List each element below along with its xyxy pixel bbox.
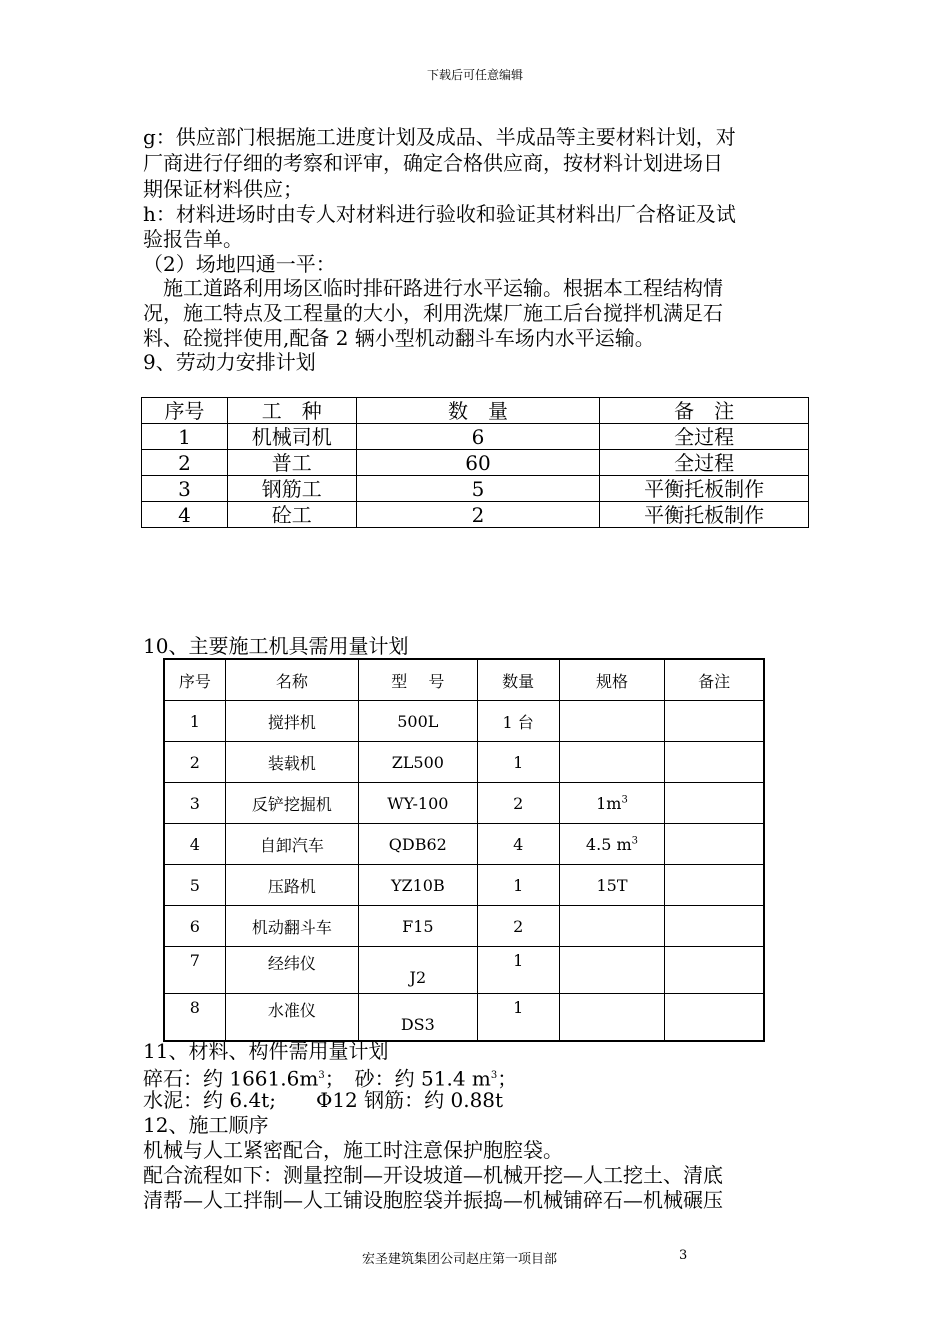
table-cell	[665, 701, 764, 742]
table-cell: 1	[477, 947, 559, 994]
table-cell: 3	[164, 783, 225, 824]
section-construction-order: 12、施工顺序	[143, 1113, 269, 1137]
table-cell: 1	[477, 994, 559, 1042]
para-order-line1: 机械与人工紧密配合，施工时注意保护胞腔袋。	[143, 1138, 563, 1162]
machine-header-cell: 序号	[164, 659, 225, 701]
table-cell: 搅拌机	[225, 701, 358, 742]
table-row	[164, 994, 764, 1042]
spec-superscript: 3	[621, 794, 628, 806]
sand-amount: ； 砂：约 51.4 m	[324, 1066, 491, 1091]
table-cell: DS3	[359, 994, 477, 1042]
table-cell: 2	[477, 906, 559, 947]
footer-page-number: 3	[679, 1248, 688, 1263]
labor-header-cell: 序号	[142, 398, 228, 424]
table-cell: 4	[142, 502, 228, 528]
table-cell: 1 台	[477, 701, 559, 742]
table-row	[164, 947, 764, 994]
table-row	[142, 424, 809, 450]
table-cell	[559, 947, 664, 994]
table-cell: YZ10B	[359, 865, 477, 906]
table-cell: 经纬仪	[225, 947, 358, 994]
table-cell: 5	[164, 865, 225, 906]
table-cell	[665, 783, 764, 824]
table-cell	[559, 906, 664, 947]
table-cell: 6	[164, 906, 225, 947]
table-cell: 5	[356, 476, 600, 502]
table-cell: 2	[356, 502, 600, 528]
table-cell: 压路机	[225, 865, 358, 906]
spec-value: 1m	[596, 793, 622, 813]
para-order-line2: 配合流程如下：测量控制—开设坡道—机械开挖—人工挖土、清底	[143, 1163, 723, 1187]
table-cell: 平衡托板制作	[600, 502, 809, 528]
labor-header-cell: 工 种	[227, 398, 356, 424]
table-cell: 水准仪	[225, 994, 358, 1042]
table-row	[142, 476, 809, 502]
table-cell: 全过程	[600, 450, 809, 476]
table-row	[164, 742, 764, 783]
machine-header-cell: 备注	[665, 659, 764, 701]
line-end: ；	[497, 1066, 518, 1091]
section-site-prep: （2）场地四通一平：	[143, 252, 336, 276]
table-cell: 8	[164, 994, 225, 1042]
machine-header-cell: 型 号	[359, 659, 477, 701]
table-cell: 3	[142, 476, 228, 502]
table-row	[142, 450, 809, 476]
para-order-line3: 清帮—人工拌制—人工铺设胞腔袋并振捣—机械铺碎石—机械碾压	[143, 1188, 723, 1212]
section-material-plan: 11、材料、构件需用量计划	[143, 1039, 389, 1063]
table-cell	[665, 906, 764, 947]
para-h-line1: h：材料进场时由专人对材料进行验收和验证其材料出厂合格证及试	[143, 202, 736, 226]
table-cell: 砼工	[227, 502, 356, 528]
machine-header-cell: 规格	[559, 659, 664, 701]
table-cell: 平衡托板制作	[600, 476, 809, 502]
table-cell	[665, 824, 764, 865]
table-cell: QDB62	[359, 824, 477, 865]
table-cell: 2	[142, 450, 228, 476]
table-cell: J2	[359, 947, 477, 994]
para-road-line2: 况，施工特点及工程量的大小，利用洗煤厂施工后台搅拌机满足石	[143, 301, 723, 325]
footer-company: 宏圣建筑集团公司赵庄第一项目部	[362, 1252, 558, 1267]
table-cell	[665, 865, 764, 906]
machine-header-cell: 名称	[225, 659, 358, 701]
table-cell: ZL500	[359, 742, 477, 783]
table-cell: 2	[164, 742, 225, 783]
para-road-line3: 料、砼搅拌使用,配备 2 辆小型机动翻斗车场内水平运输。	[143, 326, 655, 350]
table-cell: 1	[477, 742, 559, 783]
gravel-amount: 碎石：约 1661.6m	[143, 1066, 319, 1091]
page-header-note: 下载后可任意编辑	[426, 68, 523, 82]
table-row	[164, 701, 764, 742]
table-cell: 1	[477, 865, 559, 906]
machine-header-cell: 数量	[477, 659, 559, 701]
table-cell: 机动翻斗车	[225, 906, 358, 947]
table-cell: 机械司机	[227, 424, 356, 450]
table-cell: 60	[356, 450, 600, 476]
labor-header-cell: 备 注	[600, 398, 809, 424]
table-cell: F15	[359, 906, 477, 947]
section-machine-plan: 10、主要施工机具需用量计划	[143, 634, 409, 658]
table-cell	[665, 994, 764, 1042]
table-cell	[559, 824, 664, 865]
table-cell: 2	[477, 783, 559, 824]
material-line-cement-steel: 水泥：约 6.4t; Φ12 钢筋：约 0.88t	[143, 1088, 504, 1112]
table-cell: 6	[356, 424, 600, 450]
table-cell: 反铲挖掘机	[225, 783, 358, 824]
table-cell: 500L	[359, 701, 477, 742]
table-cell: 7	[164, 947, 225, 994]
para-g-line1: g：供应部门根据施工进度计划及成品、半成品等主要材料计划，对	[143, 125, 736, 149]
labor-header-cell: 数 量	[356, 398, 600, 424]
para-h-line2: 验报告单。	[143, 227, 243, 251]
table-cell: 普工	[227, 450, 356, 476]
table-cell	[665, 947, 764, 994]
table-cell: 4	[477, 824, 559, 865]
para-g-line3: 期保证材料供应；	[143, 177, 303, 201]
table-row	[164, 865, 764, 906]
spec-superscript: 3	[631, 835, 638, 847]
labor-table-header	[142, 398, 809, 424]
table-row	[142, 502, 809, 528]
section-labor-plan: 9、劳动力安排计划	[143, 350, 316, 374]
machine-table	[163, 658, 765, 1042]
table-cell: 全过程	[600, 424, 809, 450]
table-cell	[559, 742, 664, 783]
labor-table	[141, 397, 809, 528]
table-cell	[559, 701, 664, 742]
table-cell: 4	[164, 824, 225, 865]
table-cell: 自卸汽车	[225, 824, 358, 865]
table-cell: 装载机	[225, 742, 358, 783]
table-row	[164, 906, 764, 947]
table-cell: WY-100	[359, 783, 477, 824]
table-cell: 15T	[559, 865, 664, 906]
table-cell	[559, 783, 664, 824]
machine-table-header	[164, 659, 764, 701]
table-row	[164, 824, 764, 865]
table-cell	[559, 994, 664, 1042]
table-cell: 钢筋工	[227, 476, 356, 502]
unit-superscript: 3	[318, 1070, 325, 1081]
para-g-line2: 厂商进行仔细的考察和评审，确定合格供应商，按材料计划进场日	[143, 151, 723, 175]
table-cell: 1	[164, 701, 225, 742]
table-row	[164, 783, 764, 824]
unit-superscript: 3	[490, 1070, 498, 1081]
spec-value: 4.5 m	[585, 834, 632, 854]
table-cell	[665, 742, 764, 783]
para-road-line1: 施工道路利用场区临时排矸路进行水平运输。根据本工程结构情	[143, 276, 723, 300]
material-line-gravel-sand	[143, 1064, 517, 1091]
table-cell: 1	[142, 424, 228, 450]
